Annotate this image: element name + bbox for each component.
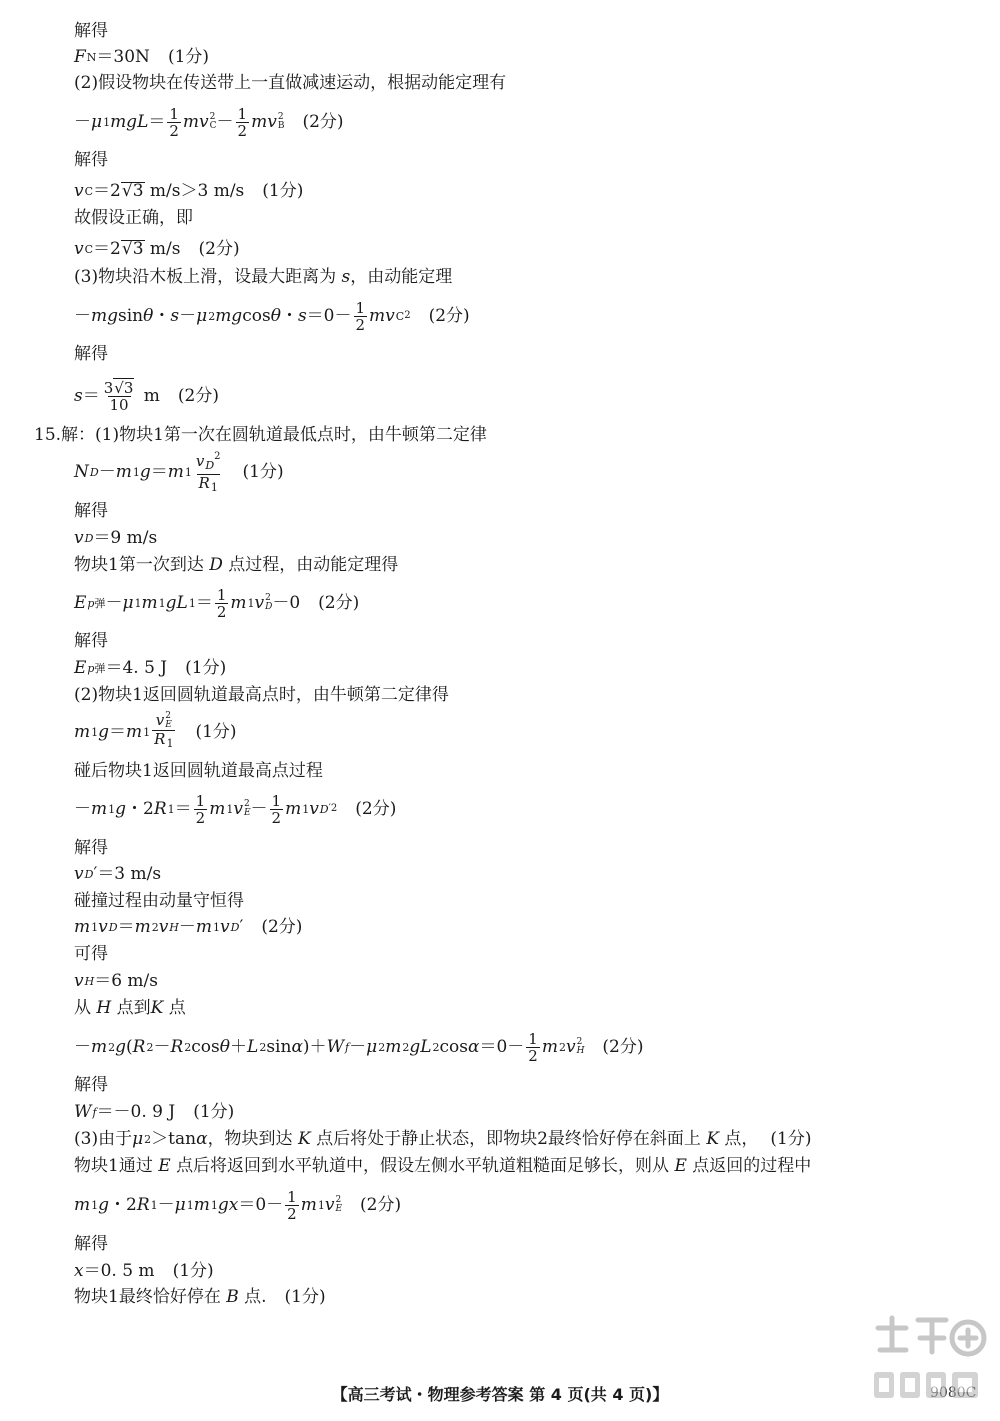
equation-line: － m 2 g ( R 2 － R 2 cos θ ＋ L 2 sin α )＋ W f － μ 2 m 2 gL 2 cos α ＝0－ $\frac{1}{2}$ m 2 v 2 H (2分) [74,1029,644,1065]
text-line: 故假设正确，即 [74,207,193,228]
equation-line: N D － m 1 g ＝ m 1 $\frac{v_D^2}{R_1}$ (1分) [74,450,284,494]
text-line: 解得 [74,149,108,170]
text-line: 解得 [74,1074,108,1095]
text-line: 解得 [74,630,108,651]
text-line: 物块1第一次到达 D 点过程，由动能定理得 [74,554,399,575]
equation-line: m 1 g ・2 R 1 － μ 1 m 1 gx ＝0－ $\frac{1}{2}$ m 1 v 2 E (2分) [74,1187,402,1223]
text-line: 碰撞过程由动量守恒得 [74,890,244,911]
text-line: 从 H 点到 K 点 [74,997,186,1018]
equation-line: v C ＝2 √3 m/s (2分) [74,238,240,259]
equation-line: － μ 1 mgL ＝ $\frac{1}{2}$ mv 2 C － $\frac{1}{2}$ mv 2 B (2分) [74,104,344,140]
text-line: (3)物块沿木板上滑，设最大距离为 s ，由动能定理 [74,266,453,287]
text-line: 解得 [74,20,108,41]
equation-line: v D ＝9 m/s [74,527,158,548]
equation-line: m 1 g ＝ m 1 v 2 E $R_1$ (1分) [74,711,237,750]
text-line: (3)由于 μ 2 ＞tan α ，物块到达 K 点后将处于静止状态，即物块2最终恰好停在斜面上 K 点， (1分) [74,1128,812,1149]
question-heading: 15.解：(1)物块1第一次在圆轨道最低点时，由牛顿第二定律 [34,424,487,445]
equation-line: x ＝0. 5 m (1分) [74,1260,214,1281]
text-line: 可得 [74,943,108,964]
text-line: 解得 [74,500,108,521]
page-footer: 【高三考试・物理参考答案 第 4 页(共 4 页)】 [331,1385,669,1404]
text-line: 物块1通过 E 点后将返回到水平轨道中，假设左侧水平轨道粗糙面足够长，则从 E 点返回的过程中 [74,1155,812,1176]
text-line: 解得 [74,343,108,364]
equation-line: m 1 v D ＝ m 2 v H － m 1 v D ′ (2分) [74,916,303,937]
text-line: 物块1最终恰好停在 B 点. (1分) [74,1286,326,1307]
equation-line: － m 1 g ・2 R 1 ＝ $\frac{1}{2}$ m 1 v 2 E － $\frac{1}{2}$ m 1 v D ′2 (2分) [74,791,397,827]
equation-line: F N ＝30N (1分) [74,46,210,67]
text-line: (2)物块1返回圆轨道最高点时，由牛顿第二定律得 [74,684,449,705]
watermark-logo-icon [868,1310,988,1415]
equation-line: v H ＝6 m/s [74,970,158,991]
equation-line: v C ＝2 √3 m/s＞3 m/s (1分) [74,180,304,201]
text-line: (2)假设物块在传送带上一直做减速运动，根据动能定理有 [74,72,507,93]
text-line: 碰后物块1返回圆轨道最高点过程 [74,760,323,781]
equation-line: s ＝ $\frac{3√3}{10}$ m (2分) [74,378,220,414]
text-line: 解得 [74,1233,108,1254]
equation-line: W f ＝－0. 9 J (1分) [74,1101,235,1122]
equation-line: v D ′ ＝3 m/s [74,863,162,884]
equation-line: E p弹 ＝4. 5 J (1分) [74,657,227,678]
equation-line: E p弹 － μ 1 m 1 gL 1 ＝ $\frac{1}{2}$ m 1 v 2 D －0 (2分) [74,585,360,621]
text-line: 解得 [74,837,108,858]
equation-line: － mg sin θ ・ s － μ 2 mg cos θ ・ s ＝0－ $\frac{1}{2}$ mv C 2 (2分) [74,298,470,334]
